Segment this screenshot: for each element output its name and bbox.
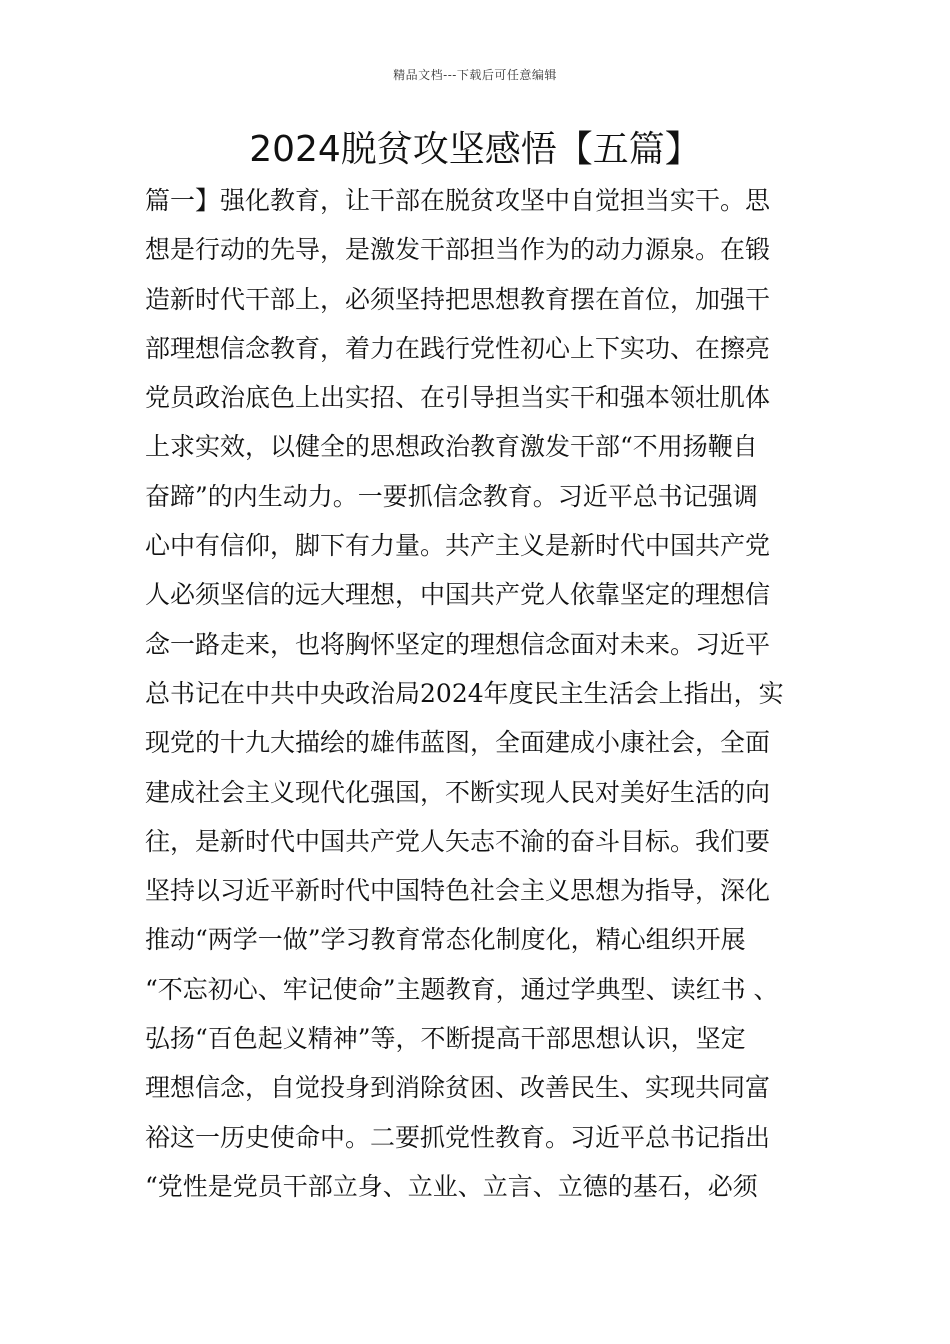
body-line: 念一路走来，也将胸怀坚定的理想信念面对未来。习近平 xyxy=(145,629,771,659)
body-line: 推动“两学一做”学习教育常态化制度化，精心组织开展 xyxy=(145,925,746,955)
body-line: 人必须坚信的远大理想，中国共产党人依靠坚定的理想信 xyxy=(145,580,771,610)
body-line: 奋蹄”的内生动力。一要抓信念教育。习近平总书记强调 xyxy=(145,481,758,511)
body-line: 建成社会主义现代化强国，不断实现人民对美好生活的向 xyxy=(145,777,771,807)
body-line: 部理想信念教育，着力在践行党性初心上下实功、在擦亮 xyxy=(145,333,771,363)
body-line: 总书记在中共中央政治局2024年度民主生活会上指出，实 xyxy=(145,678,784,708)
body-line: “党性是党员干部立身、立业、立言、立德的基石，必须 xyxy=(145,1171,758,1201)
body-line: 往，是新时代中国共产党人矢志不渝的奋斗目标。我们要 xyxy=(145,826,771,856)
body-line: 造新时代干部上，必须坚持把思想教育摆在首位，加强干 xyxy=(145,284,771,314)
document-header-note: 精品文档---下载后可任意编辑 xyxy=(393,68,557,82)
body-line: 理想信念，自觉投身到消除贫困、改善民生、实现共同富 xyxy=(145,1073,771,1103)
body-line: 想是行动的先导，是激发干部担当作为的动力源泉。在锻 xyxy=(145,235,771,265)
document-title: 2024脱贫攻坚感悟【五篇】 xyxy=(249,129,701,170)
body-line: 篇一】强化教育，让干部在脱贫攻坚中自觉担当实干。思 xyxy=(145,186,771,215)
body-line: 现党的十九大描绘的雄伟蓝图，全面建成小康社会，全面 xyxy=(145,728,771,758)
body-line: 上求实效，以健全的思想政治教育激发干部“不用扬鞭自 xyxy=(145,432,758,462)
body-line: “不忘初心、牢记使命”主题教育，通过学典型、读红书 、 xyxy=(145,974,779,1004)
body-line: 心中有信仰，脚下有力量。共产主义是新时代中国共产党 xyxy=(145,531,771,561)
body-line: 弘扬“百色起义精神”等，不断提高干部思想认识，坚定 xyxy=(145,1024,746,1054)
body-line: 坚持以习近平新时代中国特色社会主义思想为指导，深化 xyxy=(145,876,771,906)
body-line: 裕这一历史使命中。二要抓党性教育。习近平总书记指出 xyxy=(145,1122,771,1152)
body-line: 党员政治底色上出实招、在引导担当实干和强本领壮肌体 xyxy=(145,383,771,413)
document-body xyxy=(145,176,825,1211)
